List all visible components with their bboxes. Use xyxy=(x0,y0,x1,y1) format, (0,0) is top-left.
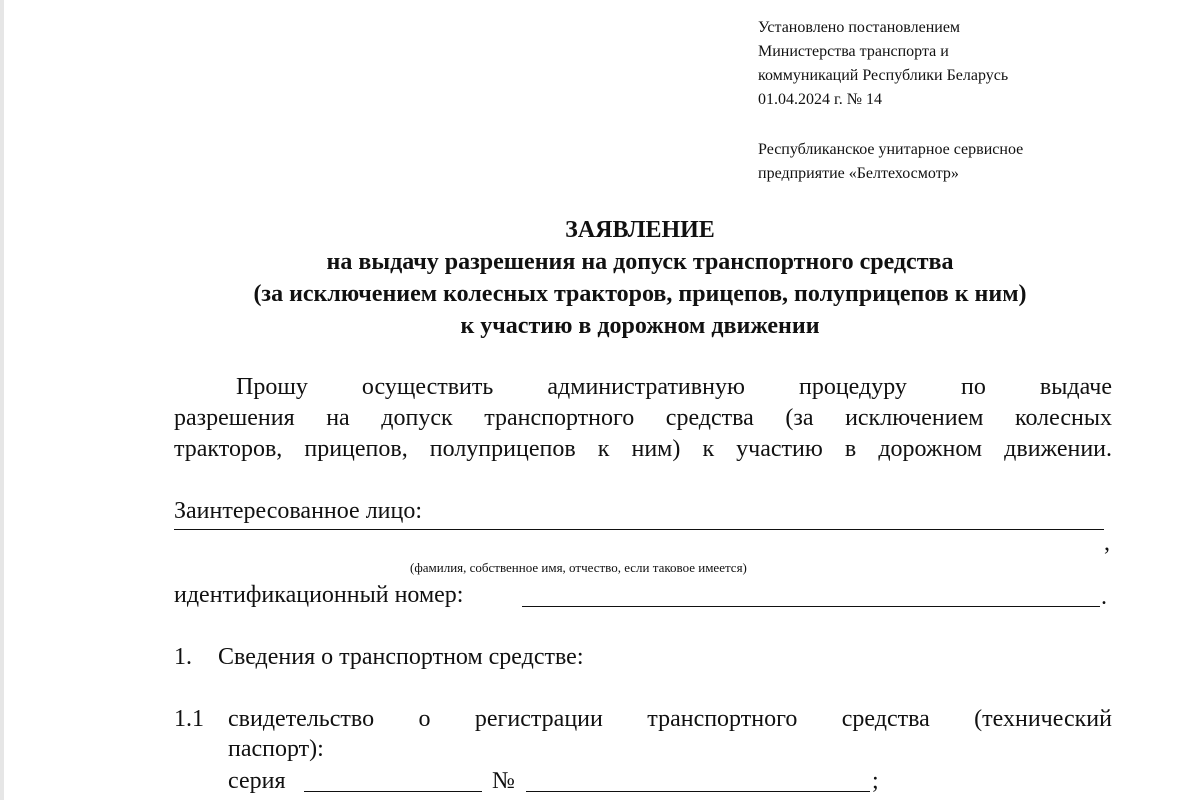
name-comma: , xyxy=(1104,530,1110,556)
recipient-line-1: Республиканское унитарное сервисное xyxy=(758,141,1024,158)
title-heading: ЗАЯВЛЕНИЕ xyxy=(565,217,715,243)
id-number-field-line[interactable] xyxy=(522,606,1100,607)
paragraph-line-1: Прошу осуществить административную процедуру по выдаче xyxy=(236,374,1112,400)
paragraph-line-2: разрешения на допуск транспортного средства (за исключением колесных xyxy=(174,405,1112,431)
id-number-label: идентификационный номер: xyxy=(174,582,464,608)
series-semicolon: ; xyxy=(872,768,879,794)
section-1-number: 1. xyxy=(174,644,192,670)
approval-line-4: 01.04.2024 г. № 14 xyxy=(758,91,883,108)
recipient-block xyxy=(758,138,1178,186)
section-1-1-line-1: свидетельство о регистрации транспортного средства (технический xyxy=(228,706,1112,732)
paragraph-line-3: тракторов, прицепов, полуприцепов к ним) к участию в дорожном движении. xyxy=(174,436,1112,462)
id-number-period: . xyxy=(1101,584,1107,610)
document-title xyxy=(150,214,1130,342)
approval-line-1: Установлено постановлением xyxy=(758,19,961,36)
series-label: серия xyxy=(228,768,286,794)
number-sign: № xyxy=(492,768,515,794)
name-field-caption: (фамилия, собственное имя, отчество, если таковое имеется) xyxy=(410,560,747,575)
section-1-heading: Сведения о транспортном средстве: xyxy=(218,644,584,670)
series-field-line[interactable] xyxy=(304,791,482,792)
approval-note xyxy=(758,16,1178,112)
title-line-3: (за исключением колесных тракторов, прицепов, полуприцепов к ним) xyxy=(253,281,1027,307)
approval-line-2: Министерства транспорта и xyxy=(758,43,949,60)
section-1-1-number: 1.1 xyxy=(174,706,204,732)
name-field-line[interactable] xyxy=(174,529,1104,530)
interested-person-label: Заинтересованное лицо: xyxy=(174,498,423,524)
section-1-1-line-2: паспорт): xyxy=(228,736,324,762)
number-field-line[interactable] xyxy=(526,791,870,792)
title-line-4: к участию в дорожном движении xyxy=(460,313,820,339)
recipient-line-2: предприятие «Белтехосмотр» xyxy=(758,165,959,182)
title-line-2: на выдачу разрешения на допуск транспортного средства xyxy=(326,249,954,275)
approval-line-3: коммуникаций Республики Беларусь xyxy=(758,67,1009,84)
request-paragraph xyxy=(174,372,1112,465)
page-edge xyxy=(0,0,4,800)
